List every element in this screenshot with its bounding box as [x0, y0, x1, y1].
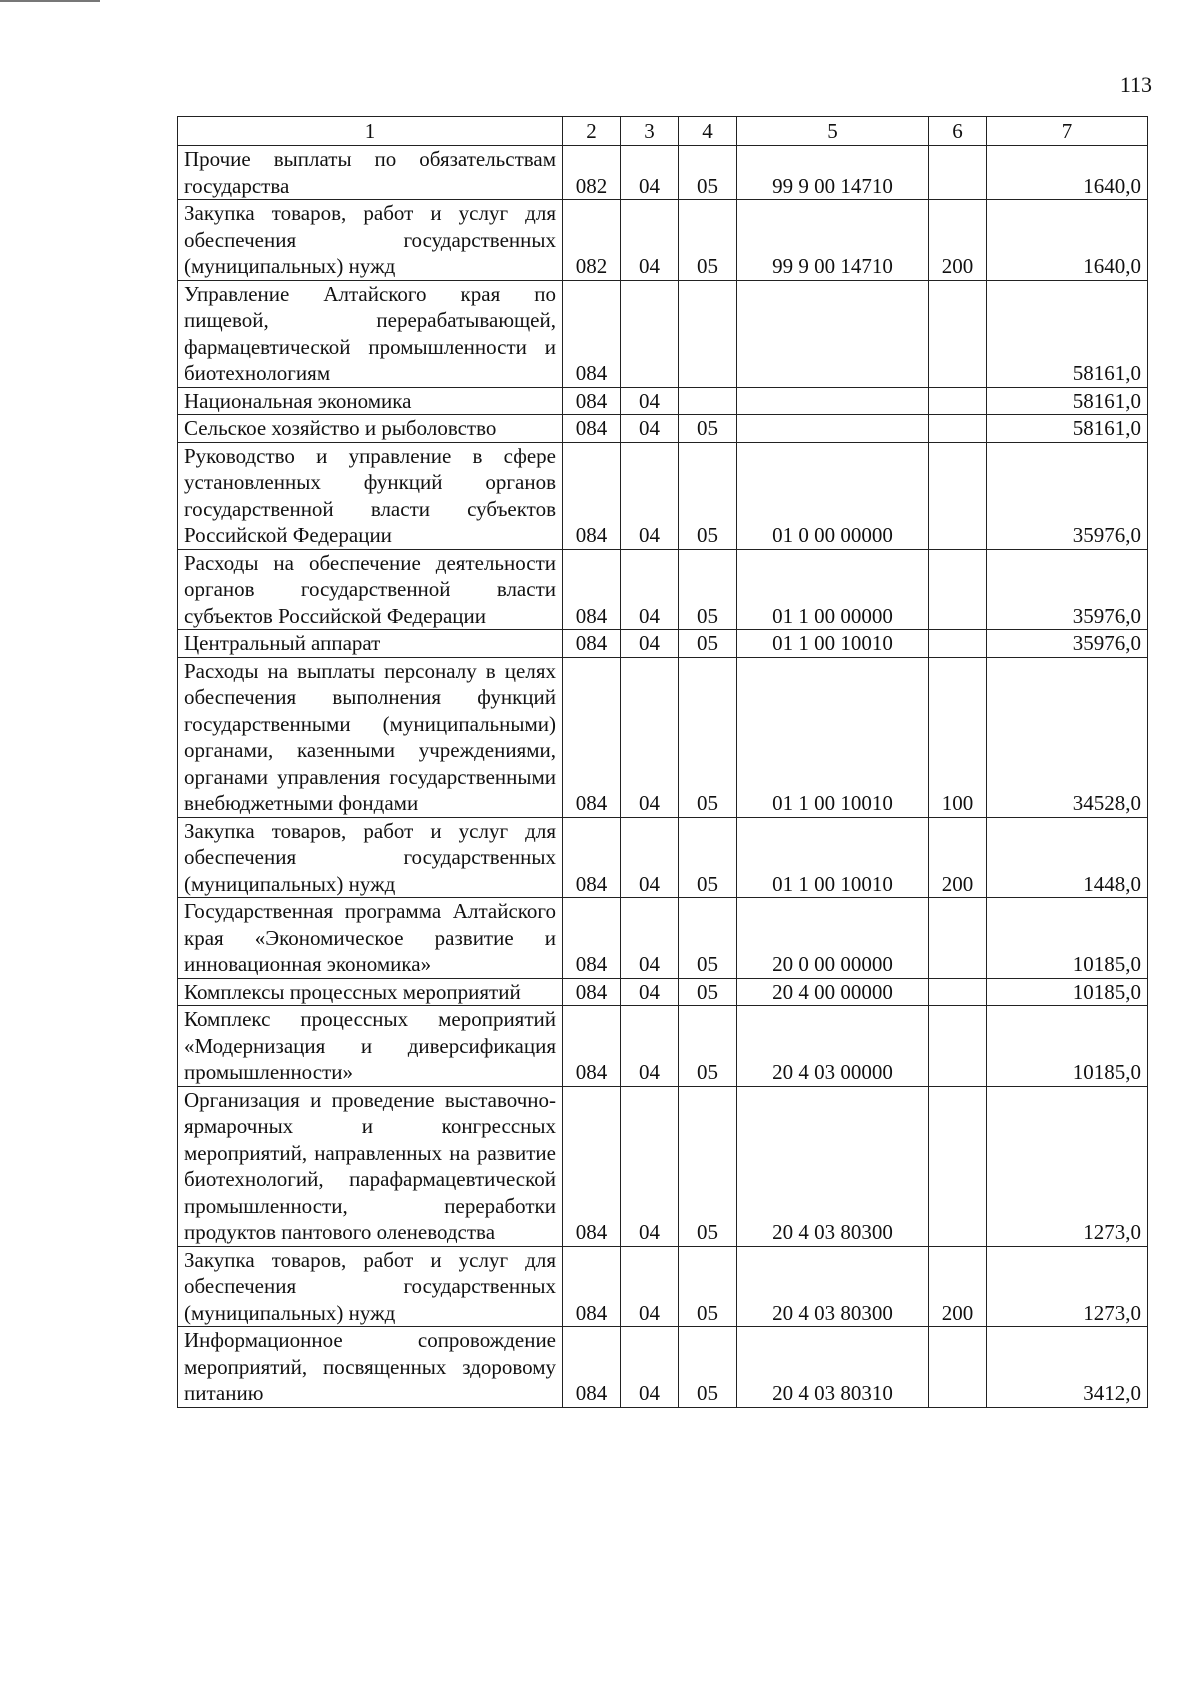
row-expense-type-cell: 200	[929, 200, 987, 281]
budget-table	[177, 116, 1148, 1408]
table-row	[178, 415, 1148, 443]
table-row	[178, 280, 1148, 387]
row-code-cell: 084	[563, 1086, 621, 1246]
row-name-cell: Комплексы процессных мероприятий	[178, 978, 563, 1006]
row-name-cell: Управление Алтайского края по пищевой, перерабатывающей, фармацевтической промышленности и биотехнологиям	[178, 280, 563, 387]
row-target-article-cell: 01 1 00 10010	[737, 630, 929, 658]
row-name-cell: Закупка товаров, работ и услуг для обеспечения государственных (муниципальных) нужд	[178, 1246, 563, 1327]
row-expense-type-cell	[929, 1327, 987, 1408]
row-section-cell: 04	[621, 146, 679, 200]
row-code-cell: 084	[563, 657, 621, 817]
table-row	[178, 387, 1148, 415]
table-row	[178, 630, 1148, 658]
row-subsection-cell: 05	[679, 1006, 737, 1087]
row-section-cell: 04	[621, 817, 679, 898]
row-subsection-cell: 05	[679, 415, 737, 443]
table-row	[178, 146, 1148, 200]
row-amount-cell: 58161,0	[987, 415, 1148, 443]
table-row	[178, 200, 1148, 281]
row-section-cell: 04	[621, 549, 679, 630]
row-expense-type-cell	[929, 387, 987, 415]
row-expense-type-cell	[929, 978, 987, 1006]
row-amount-cell: 34528,0	[987, 657, 1148, 817]
table-row	[178, 1086, 1148, 1246]
row-section-cell: 04	[621, 978, 679, 1006]
row-expense-type-cell	[929, 898, 987, 979]
row-subsection-cell: 05	[679, 978, 737, 1006]
row-section-cell: 04	[621, 1086, 679, 1246]
row-target-article-cell: 01 1 00 10010	[737, 817, 929, 898]
row-expense-type-cell: 100	[929, 657, 987, 817]
row-target-article-cell: 20 0 00 00000	[737, 898, 929, 979]
row-amount-cell: 10185,0	[987, 898, 1148, 979]
column-header: 4	[679, 117, 737, 146]
row-subsection-cell	[679, 280, 737, 387]
column-header: 2	[563, 117, 621, 146]
row-expense-type-cell	[929, 442, 987, 549]
row-amount-cell: 10185,0	[987, 1006, 1148, 1087]
row-code-cell: 084	[563, 549, 621, 630]
row-subsection-cell	[679, 387, 737, 415]
row-name-cell: Комплекс процессных мероприятий «Модернизация и диверсификация промышленности»	[178, 1006, 563, 1087]
row-name-cell: Закупка товаров, работ и услуг для обеспечения государственных (муниципальных) нужд	[178, 817, 563, 898]
row-code-cell: 084	[563, 817, 621, 898]
row-subsection-cell: 05	[679, 1086, 737, 1246]
row-target-article-cell: 01 1 00 00000	[737, 549, 929, 630]
row-name-cell: Прочие выплаты по обязательствам государства	[178, 146, 563, 200]
row-section-cell: 04	[621, 442, 679, 549]
table-row	[178, 978, 1148, 1006]
row-name-cell: Руководство и управление в сфере установленных функций органов государственной власти субъектов Российской Федерации	[178, 442, 563, 549]
row-target-article-cell: 99 9 00 14710	[737, 146, 929, 200]
row-name-cell: Центральный аппарат	[178, 630, 563, 658]
row-amount-cell: 1640,0	[987, 146, 1148, 200]
row-amount-cell: 10185,0	[987, 978, 1148, 1006]
row-section-cell: 04	[621, 630, 679, 658]
row-subsection-cell: 05	[679, 898, 737, 979]
table-row	[178, 898, 1148, 979]
row-subsection-cell: 05	[679, 549, 737, 630]
row-code-cell: 084	[563, 442, 621, 549]
row-expense-type-cell: 200	[929, 817, 987, 898]
row-target-article-cell	[737, 280, 929, 387]
page-number: 113	[1119, 72, 1152, 97]
row-target-article-cell: 20 4 03 80310	[737, 1327, 929, 1408]
row-code-cell: 084	[563, 978, 621, 1006]
row-amount-cell: 58161,0	[987, 387, 1148, 415]
table-row	[178, 657, 1148, 817]
row-subsection-cell: 05	[679, 657, 737, 817]
row-code-cell: 082	[563, 200, 621, 281]
scan-edge-mark	[0, 0, 100, 2]
row-section-cell: 04	[621, 200, 679, 281]
row-amount-cell: 35976,0	[987, 630, 1148, 658]
row-code-cell: 084	[563, 630, 621, 658]
row-amount-cell: 1640,0	[987, 200, 1148, 281]
row-expense-type-cell	[929, 280, 987, 387]
row-code-cell: 084	[563, 387, 621, 415]
row-code-cell: 084	[563, 1327, 621, 1408]
table-row	[178, 1006, 1148, 1087]
row-name-cell: Расходы на обеспечение деятельности органов государственной власти субъектов Российской Федерации	[178, 549, 563, 630]
column-header: 3	[621, 117, 679, 146]
row-subsection-cell: 05	[679, 442, 737, 549]
row-name-cell: Расходы на выплаты персоналу в целях обеспечения выполнения функций государственными (муниципальными) органами, казенными учреждениями, органами управления государственными внебюджетными фондами	[178, 657, 563, 817]
row-subsection-cell: 05	[679, 630, 737, 658]
column-header-row	[178, 117, 1148, 146]
row-section-cell: 04	[621, 415, 679, 443]
column-header: 5	[737, 117, 929, 146]
row-target-article-cell: 20 4 03 80300	[737, 1086, 929, 1246]
table-row	[178, 442, 1148, 549]
row-expense-type-cell	[929, 630, 987, 658]
row-section-cell	[621, 280, 679, 387]
row-amount-cell: 1273,0	[987, 1086, 1148, 1246]
row-target-article-cell	[737, 415, 929, 443]
row-subsection-cell: 05	[679, 146, 737, 200]
row-subsection-cell: 05	[679, 1327, 737, 1408]
row-amount-cell: 3412,0	[987, 1327, 1148, 1408]
row-section-cell: 04	[621, 898, 679, 979]
row-expense-type-cell: 200	[929, 1246, 987, 1327]
row-target-article-cell	[737, 387, 929, 415]
column-header: 1	[178, 117, 563, 146]
row-expense-type-cell	[929, 1006, 987, 1087]
row-name-cell: Информационное сопровождение мероприятий, посвященных здоровому питанию	[178, 1327, 563, 1408]
row-name-cell: Национальная экономика	[178, 387, 563, 415]
row-section-cell: 04	[621, 657, 679, 817]
row-target-article-cell: 20 4 00 00000	[737, 978, 929, 1006]
row-amount-cell: 58161,0	[987, 280, 1148, 387]
row-expense-type-cell	[929, 549, 987, 630]
row-subsection-cell: 05	[679, 817, 737, 898]
table-row	[178, 1246, 1148, 1327]
row-section-cell: 04	[621, 1006, 679, 1087]
row-target-article-cell: 99 9 00 14710	[737, 200, 929, 281]
row-name-cell: Сельское хозяйство и рыболовство	[178, 415, 563, 443]
row-section-cell: 04	[621, 387, 679, 415]
column-header: 7	[987, 117, 1148, 146]
row-target-article-cell: 20 4 03 00000	[737, 1006, 929, 1087]
table-row	[178, 549, 1148, 630]
row-amount-cell: 1448,0	[987, 817, 1148, 898]
row-name-cell: Закупка товаров, работ и услуг для обеспечения государственных (муниципальных) нужд	[178, 200, 563, 281]
row-name-cell: Государственная программа Алтайского края «Экономическое развитие и инновационная экономика»	[178, 898, 563, 979]
row-code-cell: 082	[563, 146, 621, 200]
row-code-cell: 084	[563, 898, 621, 979]
row-amount-cell: 35976,0	[987, 549, 1148, 630]
row-expense-type-cell	[929, 1086, 987, 1246]
row-amount-cell: 1273,0	[987, 1246, 1148, 1327]
row-code-cell: 084	[563, 280, 621, 387]
row-subsection-cell: 05	[679, 200, 737, 281]
table-row	[178, 817, 1148, 898]
column-header: 6	[929, 117, 987, 146]
row-section-cell: 04	[621, 1327, 679, 1408]
row-amount-cell: 35976,0	[987, 442, 1148, 549]
row-subsection-cell: 05	[679, 1246, 737, 1327]
row-expense-type-cell	[929, 415, 987, 443]
row-expense-type-cell	[929, 146, 987, 200]
row-code-cell: 084	[563, 1246, 621, 1327]
table-row	[178, 1327, 1148, 1408]
row-name-cell: Организация и проведение выставочно-ярмарочных и конгрессных мероприятий, направленных на развитие биотехнологий, парафармацевтической промышленности, переработки продуктов пантового оленеводства	[178, 1086, 563, 1246]
row-target-article-cell: 01 1 00 10010	[737, 657, 929, 817]
row-section-cell: 04	[621, 1246, 679, 1327]
row-target-article-cell: 20 4 03 80300	[737, 1246, 929, 1327]
row-target-article-cell: 01 0 00 00000	[737, 442, 929, 549]
row-code-cell: 084	[563, 415, 621, 443]
row-code-cell: 084	[563, 1006, 621, 1087]
